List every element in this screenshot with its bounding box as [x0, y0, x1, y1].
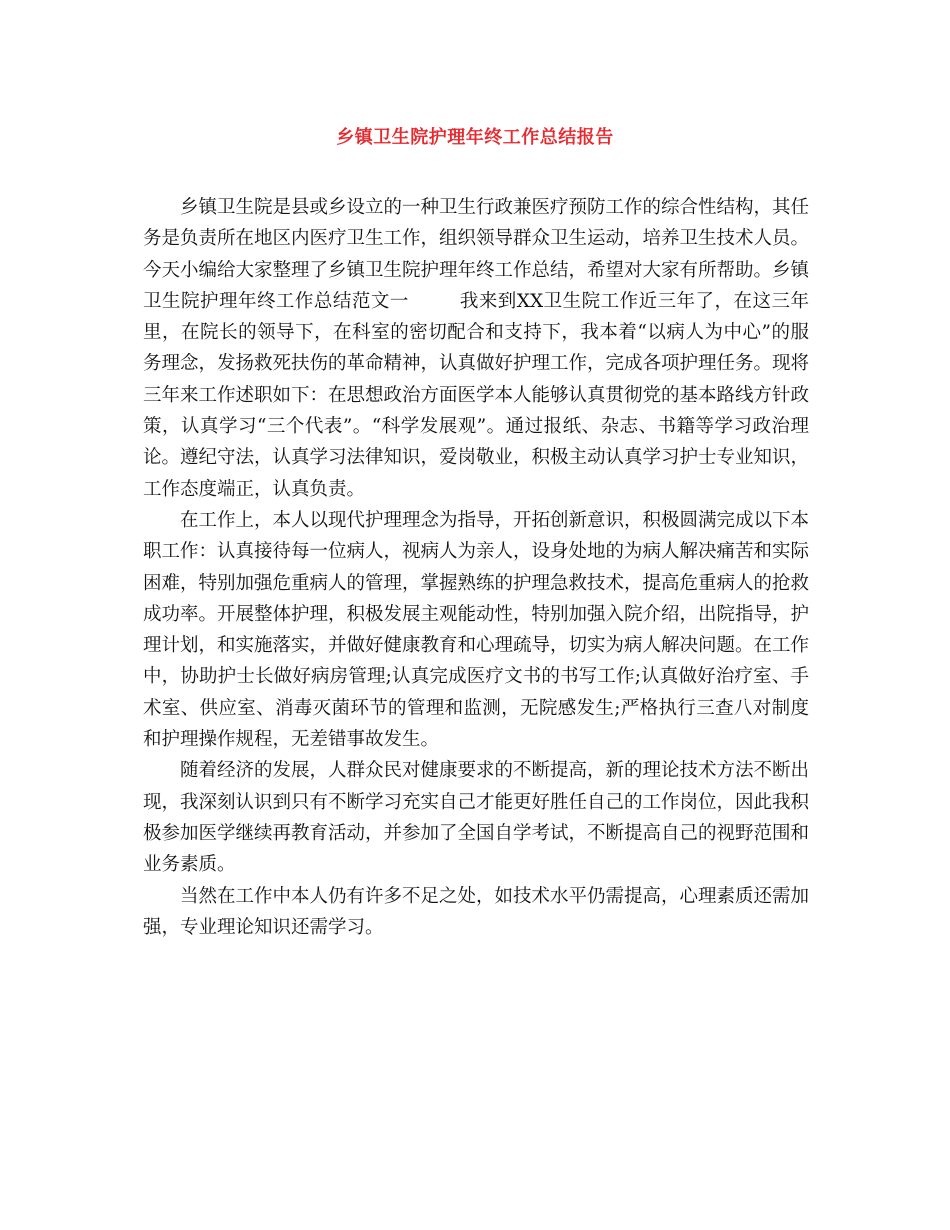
paragraph-work: 在工作上，本人以现代护理理念为指导，开拓创新意识，积极圆满完成以下本职工作：认真接待每一位病人，视病人为亲人，设身处地的为病人解决痛苦和实际困难，特别加强危重病人的管理，掌握熟练的护理急救技术，提高危重病人的抢救成功率。开展整体护理，积极发展主观能动性，特别加强入院介绍，出院指导，护理计划，和实施落实，并做好健康教育和心理疏导，切实为病人解决问题。在工作中，协助护士长做好病房管理;认真完成医疗文书的书写工作;认真做好治疗室、手术室、供应室、消毒灭菌环节的管理和监测，无院感发生;严格执行三查八对制度和护理操作规程，无差错事故发生。 [143, 509, 810, 751]
paragraph-study: 随着经济的发展，人群众民对健康要求的不断提高，新的理论技术方法不断出现，我深刻认识到只有不断学习充实自己才能更好胜任自己的工作岗位，因此我积极参加医学继续再教育活动，并参加了全国自学考试，不断提高自己的视野范围和业务素质。 [143, 760, 810, 876]
document-body [143, 192, 809, 943]
page-title: 乡镇卫生院护理年终工作总结报告 [336, 127, 614, 148]
paragraph-intro: 乡镇卫生院是县或乡设立的一种卫生行政兼医疗预防工作的综合性结构，其任务是负责所在地区内医疗卫生工作，组织领导群众卫生运动，培养卫生技术人员。今天小编给大家整理了乡镇卫生院护理年终工作总结，希望对大家有所帮助。乡镇卫生院护理年终工作总结范文一 我来到XX卫生院工作近三年了，在这三年里，在院长的领导下，在科室的密切配合和支持下，我本着“以病人为中心”的服务理念，发扬救死扶伤的革命精神，认真做好护理工作，完成各项护理任务。现将三年来工作述职如下：在思想政治方面医学本人能够认真贯彻党的基本路线方针政策，认真学习“三个代表”。“科学发展观”。通过报纸、杂志、书籍等学习政治理论。遵纪守法，认真学习法律知识，爱岗敬业，积极主动认真学习护士专业知识，工作态度端正，认真负责。 [143, 197, 810, 500]
paragraph-shortcomings: 当然在工作中本人仍有许多不足之处，如技术水平仍需提高，心理素质还需加强，专业理论知识还需学习。 [143, 885, 810, 938]
